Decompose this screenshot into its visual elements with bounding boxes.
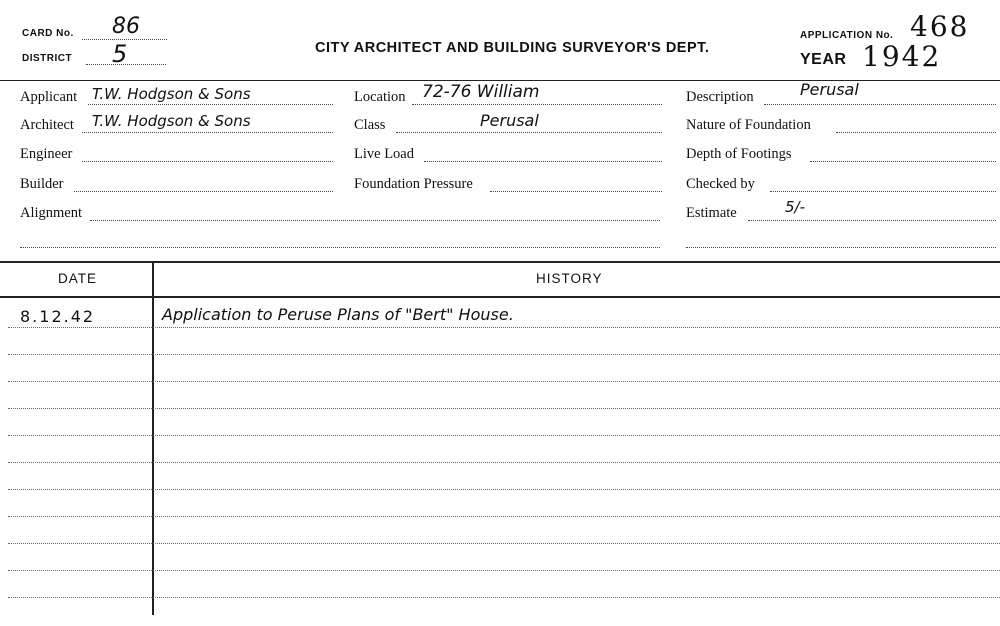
dept-title: CITY ARCHITECT AND BUILDING SURVEYOR'S DEPT. <box>315 40 710 56</box>
checked-label: Checked by <box>686 176 755 192</box>
card-no-label: CARD No. <box>22 28 74 39</box>
depth-label: Depth of Footings <box>686 146 792 162</box>
location-line <box>412 104 662 105</box>
foundation-pressure-label: Foundation Pressure <box>354 176 473 192</box>
applicant-label: Applicant <box>20 89 78 105</box>
blank-line-right <box>686 247 996 248</box>
class-line <box>396 132 662 133</box>
blank-line-left <box>20 247 660 248</box>
row-line <box>8 543 1000 544</box>
nature-label: Nature of Foundation <box>686 117 811 133</box>
class-value: Perusal <box>480 111 539 130</box>
applicant-value: T.W. Hodgson & Sons <box>92 85 251 103</box>
architect-label: Architect <box>20 117 74 133</box>
alignment-line <box>90 220 660 221</box>
history-header: HISTORY <box>536 271 603 286</box>
application-value: 468 <box>910 10 970 43</box>
row-line <box>8 462 1000 463</box>
description-line <box>764 104 996 105</box>
foundation-pressure-line <box>490 191 662 192</box>
builder-line <box>74 191 333 192</box>
card-no-value: 86 <box>112 14 140 39</box>
nature-line <box>836 132 996 133</box>
district-value: 5 <box>112 40 128 68</box>
engineer-line <box>82 161 333 162</box>
table-header-rule <box>0 296 1000 298</box>
year-label: YEAR <box>800 51 847 68</box>
alignment-label: Alignment <box>20 205 83 221</box>
live-load-line <box>424 161 662 162</box>
estimate-line <box>748 220 996 221</box>
estimate-value: 5/- <box>785 198 806 216</box>
class-label: Class <box>354 117 386 133</box>
location-label: Location <box>354 89 406 105</box>
row-line <box>8 354 1000 355</box>
year-value: 1942 <box>862 40 942 73</box>
row-line <box>8 516 1000 517</box>
builder-label: Builder <box>20 176 64 192</box>
district-label: DISTRICT <box>22 53 73 64</box>
architect-line <box>82 132 333 133</box>
row-line <box>8 327 1000 328</box>
row-line <box>8 489 1000 490</box>
date-header: DATE <box>58 271 98 286</box>
table-top-rule <box>0 261 1000 263</box>
row-line <box>8 597 1000 598</box>
row-line <box>8 570 1000 571</box>
live-load-label: Live Load <box>354 146 414 162</box>
description-value: Perusal <box>800 80 859 99</box>
applicant-line <box>88 104 333 105</box>
location-value: 72-76 William <box>422 82 540 102</box>
application-label: APPLICATION No. <box>800 30 894 41</box>
date-column-divider <box>152 263 154 615</box>
engineer-label: Engineer <box>20 146 73 162</box>
row-line <box>8 381 1000 382</box>
row-history: Application to Peruse Plans of "Bert" House. <box>162 305 514 324</box>
depth-line <box>810 161 996 162</box>
row-date: 8.12.42 <box>20 307 96 326</box>
checked-line <box>770 191 996 192</box>
description-label: Description <box>686 89 754 105</box>
estimate-label: Estimate <box>686 205 737 221</box>
architect-value: T.W. Hodgson & Sons <box>92 112 251 130</box>
row-line <box>8 435 1000 436</box>
row-line <box>8 408 1000 409</box>
